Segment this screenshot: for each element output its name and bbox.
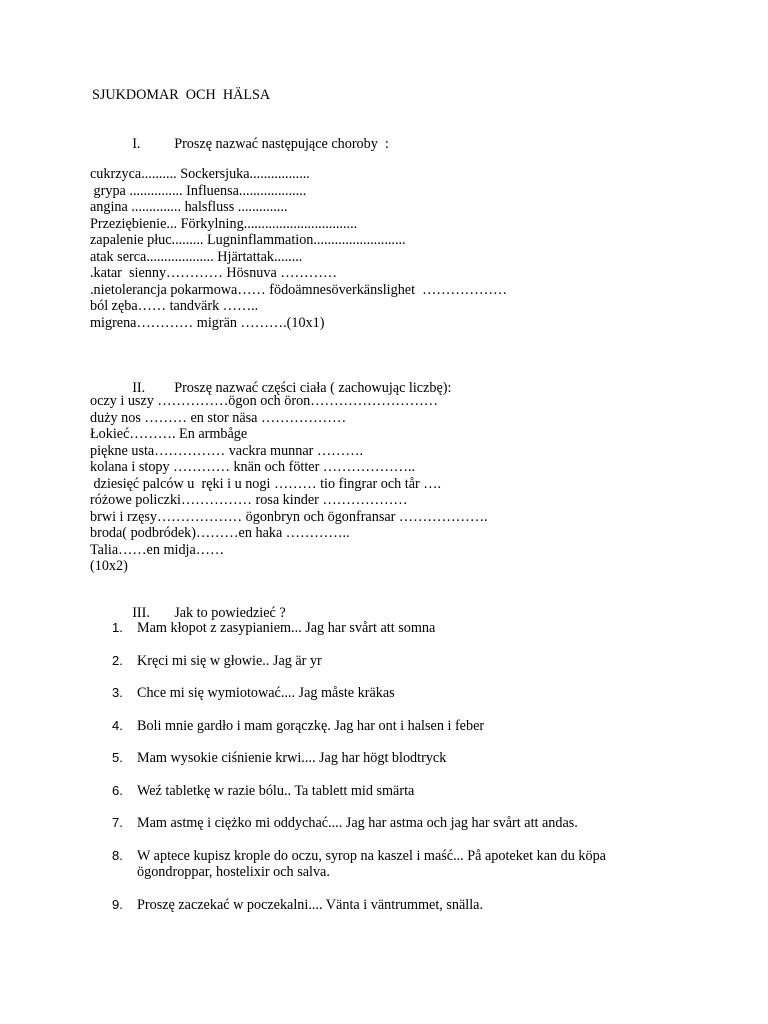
item-number: 7. [112, 815, 123, 830]
list-item [112, 848, 672, 881]
item-number: 9. [112, 896, 123, 912]
section-1-number: I. [132, 136, 141, 152]
list-item [112, 815, 672, 832]
item-text: Boli mnie gardło i mam gorączkę. Jag har ont i halsen i feber [137, 717, 485, 734]
list-item: .katar sienny………… Hösnuva ………… [90, 265, 338, 281]
list-item: oczy i uszy ……………ögon och öron……………………… [90, 393, 438, 409]
list-item: atak serca................... Hjärtattak........ [90, 248, 303, 265]
list-item: .nietolerancja pokarmowa…… födoämnesöverkänslighet ……………… [90, 281, 508, 298]
item-number: 3. [112, 685, 123, 700]
section-1-heading [118, 117, 389, 171]
list-item: ból zęba…… tandvärk …….. [90, 298, 259, 314]
item-text: Weź tabletkę w razie bólu.. Ta tablett mid smärta [137, 782, 415, 799]
item-text: Kręci mi się w głowie.. Jag är yr [137, 652, 322, 669]
list-item: różowe policzki…………… rosa kinder ……………… [90, 492, 408, 508]
list-item: angina .............. halsfluss .............. [90, 199, 288, 215]
item-text: Mam kłopot z zasypianiem... Jag har svårt att somna [137, 620, 436, 636]
list-item: duży nos ……… en stor näsa ……………… [90, 409, 347, 426]
list-item [112, 685, 672, 702]
list-item: zapalenie płuc......... Lugninflammation.......................... [90, 232, 406, 248]
list-item [112, 897, 672, 914]
list-item [112, 783, 672, 800]
section-2-number: II. [132, 380, 146, 396]
list-item: migrena………… migrän ……….(10x1) [90, 314, 325, 331]
list-item: Przeziębienie... Förkylning................................ [90, 215, 358, 232]
item-text: Mam astmę i ciężko mi oddychać.... Jag har astma och jag har svårt att andas. [137, 815, 578, 831]
list-item: cukrzyca.......... Sockersjuka................. [90, 166, 310, 182]
item-text: Chce mi się wymiotować.... Jag måste kräkas [137, 685, 395, 701]
list-item: Talia……en midja…… [90, 541, 225, 558]
section-1-title: Proszę nazwać następujące choroby : [174, 136, 389, 152]
item-number: 6. [112, 782, 123, 798]
item-text: Mam wysokie ciśnienie krwi.... Jag har högt blodtryck [137, 750, 447, 766]
list-item [112, 718, 672, 735]
list-item: Łokieć………. En armbåge [90, 426, 248, 442]
item-number: 4. [112, 717, 123, 733]
section-3-list [112, 620, 672, 913]
section-2-list [90, 393, 488, 575]
section-1-list [90, 166, 507, 331]
list-item [112, 750, 672, 767]
list-item: (10x2) [90, 558, 128, 574]
section-3-number: III. [132, 605, 150, 621]
list-item: broda( podbródek)………en haka ………….. [90, 525, 350, 541]
document-title: SJUKDOMAR OCH HÄLSA [92, 87, 271, 103]
item-number: 2. [112, 652, 123, 668]
list-item: dziesięć palców u ręki i u nogi ……… tio fingrar och tår …. [90, 475, 442, 492]
item-number: 8. [112, 847, 123, 863]
item-number: 1. [112, 620, 123, 635]
section-2-title: Proszę nazwać części ciała ( zachowując liczbę): [174, 380, 452, 396]
list-item: kolana i stopy ………… knän och fötter ……………….. [90, 459, 416, 475]
list-item: piękne usta…………… vackra munnar ………. [90, 442, 364, 459]
section-3-title: Jak to powiedzieć ? [174, 605, 286, 621]
item-text: W aptece kupisz krople do oczu, syrop na kaszel i maść... På apoteket kan du köpa ögondroppar, hostelixir och salva. [137, 847, 606, 880]
item-text: Proszę zaczekać w poczekalni.... Vänta i väntrummet, snälla. [137, 896, 484, 913]
list-item [112, 653, 672, 670]
list-item: grypa ............... Influensa................... [90, 182, 307, 199]
list-item [112, 620, 672, 637]
item-number: 5. [112, 750, 123, 765]
list-item: brwi i rzęsy……………… ögonbryn och ögonfransar ………………. [90, 508, 488, 525]
